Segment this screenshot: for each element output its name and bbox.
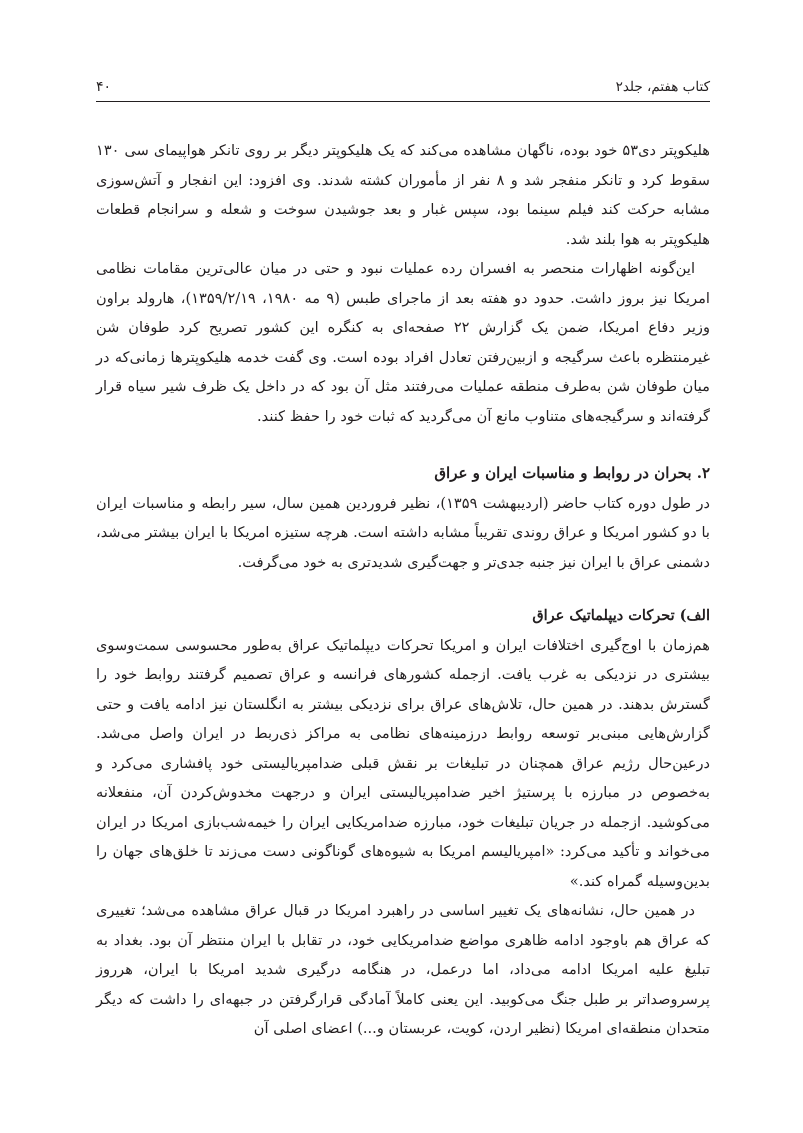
section-heading: ۲. بحران در روابط و مناسبات ایران و عراق xyxy=(434,464,710,482)
book-title: کتاب هفتم، جلد۲ xyxy=(615,79,710,95)
paragraph-iraq-diplomacy: هم‌زمان با اوج‌گیری اختلافات ایران و امریکا تحرکات دیپلماتیک عراق به‌طور محسوسی سمت‌وسوی بیشتری در نزدیکی به غرب یافت. ازجمله کشورهای فرانسه و عراق تصمیم گرفتند روابط خود را گسترش بدهند. در همین حال، تلاش‌های عراق برای نزدیکی بیشتر به انگلستان نیز ادامه یافت و حتی گزارش‌هایی مبنی‌بر توسعه روابط درزمینه‌های نظامی به مراکز ذی‌ربط در ایران واصل می‌شد. درعین‌حال رژیم عراق همچنان در تبلیغات بر نقش قبلی ضدامپریالیستی خود پافشاری می‌کرد و به‌خصوص در مبارزه با پرستیژ اخیر ضدامپریالیستی ایران و درجهت مخدوش‌کردن آن، منفعلانه می‌کوشید. ازجمله در جریان تبلیغات خود، مبارزه ضدامریکایی ایران را خیمه‌شب‌بازی امریکا در ایران می‌خواند و تأکید می‌کرد: «امپریالیسم امریکا به شیوه‌های گوناگونی دست می‌زند تا خلق‌های جهان را بدین‌وسیله گمراه کند.» xyxy=(96,636,710,890)
paragraph-official-statements: این‌گونه اظهارات منحصر به افسران رده عملیات نبود و حتی در میان عالی‌ترین مقامات نظامی امریکا نیز بروز داشت. حدود دو هفته بعد از ماجرای طبس (۹ مه ۱۹۸۰، ۱۳۵۹/۲/۱۹)، هارولد براون وزیر دفاع امریکا، ضمن یک گزارش ۲۲ صفحه‌ای به کنگره این کشور تصریح کرد طوفان شن غیرمنتظره باعث سرگیجه و ازبین‌رفتن تعادل افراد بوده است. وی گفت خدمه هلیکوپترها زمانی‌که در میان طوفان شن به‌طرف منطقه عملیات می‌رفتند مثل آن بود که در داخل یک ظرف شیر سیاه قرار گرفته‌اند و سرگیجه‌های متناوب مانع آن می‌گردید که ثبات خود را حفظ کنند. xyxy=(96,260,711,425)
paragraph-helicopter-crash: هلیکوپتر دی۵۳ خود بوده، ناگهان مشاهده می‌کند که یک هلیکوپتر دیگر بر روی تانکر هواپیمای سی ۱۳۰ سقوط کرد و تانکر منفجر شد و ۸ نفر از مأموران کشته شدند. وی افزود: این انفجار و آتش‌سوزی مشابه حرکت کند فیلم سینما بود، سپس غبار و بعد جوشیدن سوخت و شعله و سرانجام قطعات هلیکوپتر به هوا بلند شد. xyxy=(96,142,711,248)
page-number: ۴۰ xyxy=(96,79,112,95)
subsection-heading: الف) تحرکات دیپلماتیک عراق xyxy=(532,607,710,624)
running-header xyxy=(96,78,710,102)
paragraph-us-strategy-change: در همین حال، نشانه‌های یک تغییر اساسی در راهبرد امریکا در قبال عراق مشاهده می‌شد؛ تغییری که عراق هم باوجود ادامه ظاهری مواضع ضدامریکایی خود، در تقابل با ایران منتظر آن بود. بغداد به تبلیغ علیه امریکا ادامه می‌داد، اما درعمل، در هنگامه درگیری شدید امریکا با ایران، هرروز پرسروصداتر بر طبل جنگ می‌کوبید. این یعنی کاملاً آمادگی قرارگرفتن در جبهه‌ای را داشت که دیگر متحدان منطقه‌ای امریکا (نظیر اردن، کویت، عربستان و...) اعضای اصلی آن xyxy=(96,902,710,1037)
book-page xyxy=(96,78,710,1044)
page-body xyxy=(96,136,710,1044)
paragraph-relations-overview: در طول دوره کتاب حاضر (اردیبهشت ۱۳۵۹)، نظیر فروردین همین سال، سیر رابطه و مناسبات ایران با دو کشور امریکا و عراق روندی تقریباً مشابه داشته است. هرچه ستیزه امریکا با ایران بیشتر می‌شد، دشمنی عراق با ایران نیز جنبه جدی‌تر و جهت‌گیری شدیدتری به خود می‌گرفت. xyxy=(96,494,710,571)
